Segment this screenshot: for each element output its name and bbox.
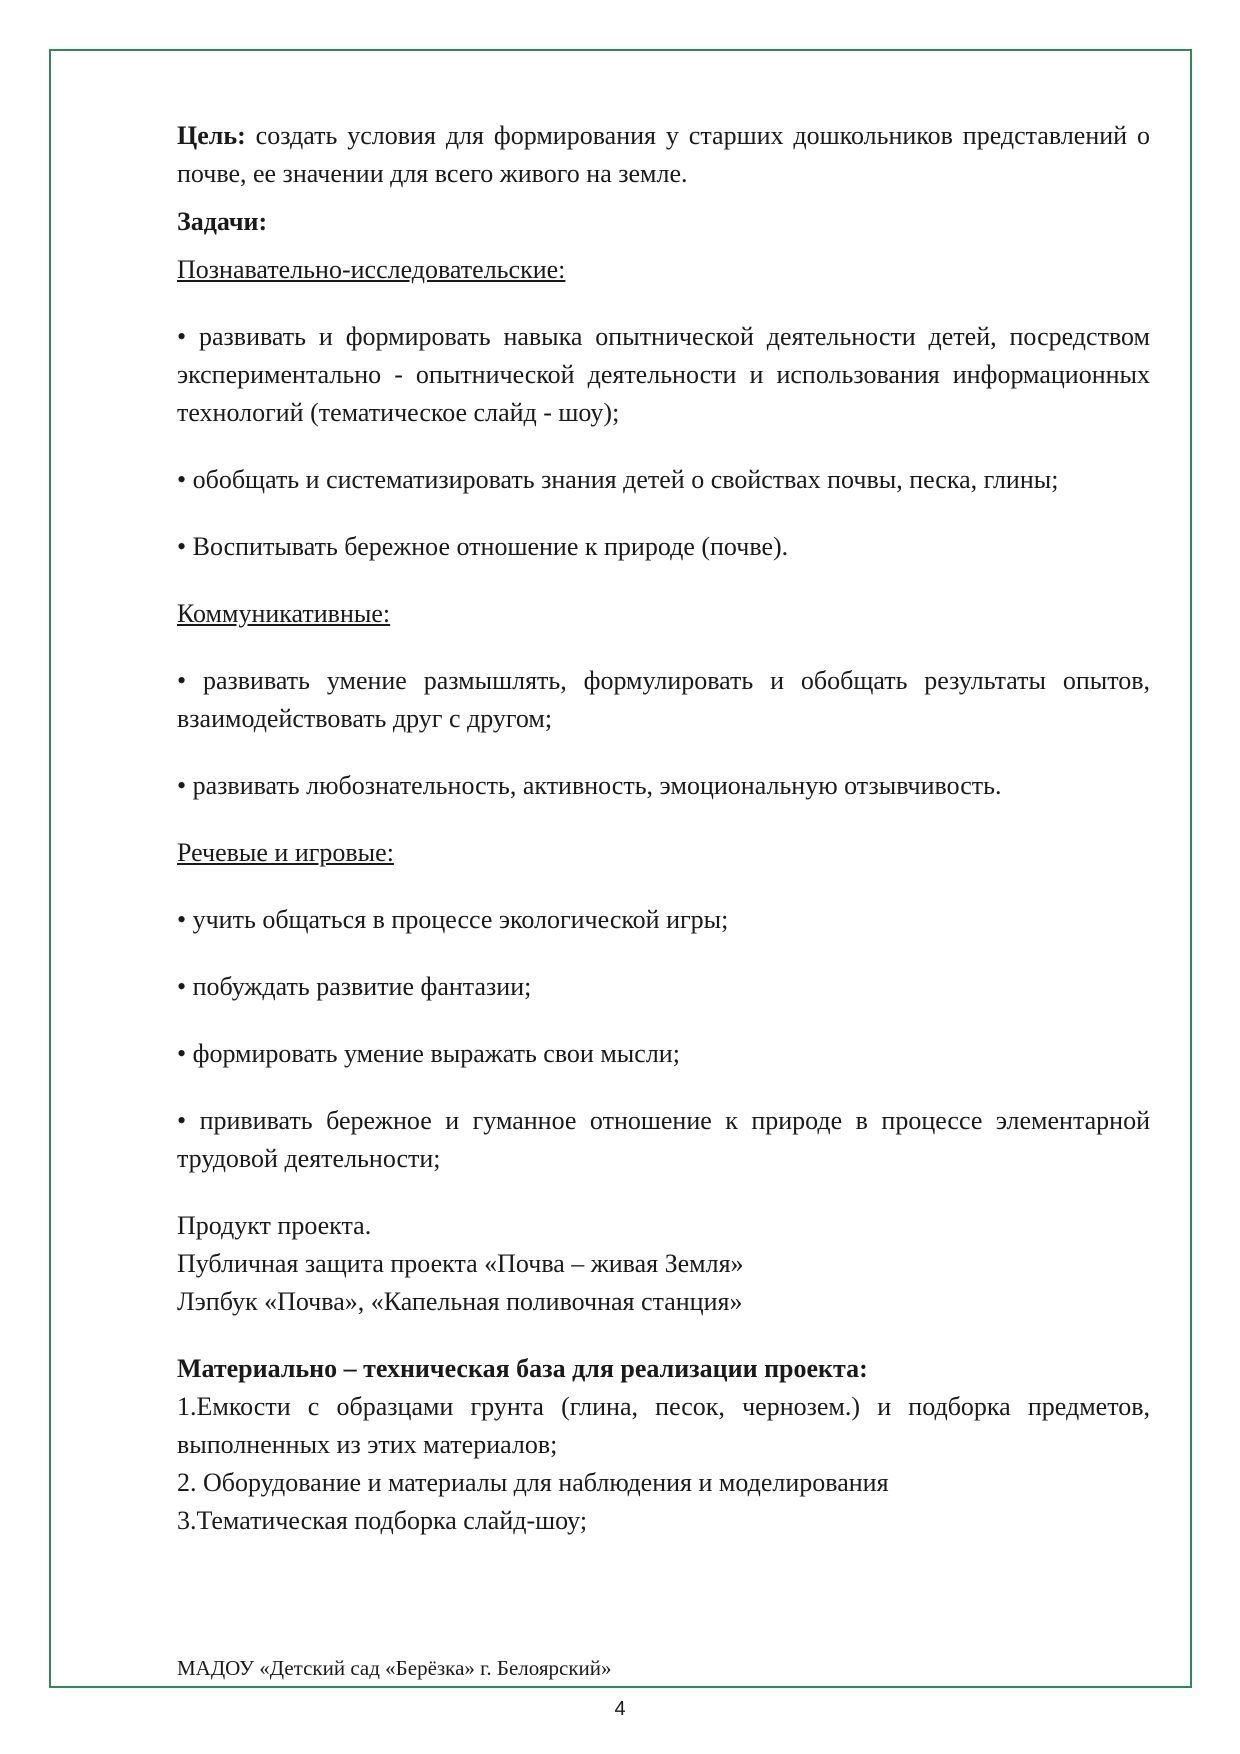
list-item: • прививать бережное и гуманное отношение к природе в процессе элементарной трудовой деятельности;	[177, 1106, 1150, 1173]
section-heading-cognitive: Познавательно-исследовательские:	[177, 255, 566, 284]
list-item: • учить общаться в процессе экологической игры;	[177, 905, 729, 934]
footer-organization: МАДОУ «Детский сад «Берёзка» г. Белоярский»	[177, 1656, 612, 1680]
materials-item: 1.Емкости с образцами грунта (глина, песок, чернозем.) и подборка предметов, выполненных из этих материалов;	[177, 1392, 1150, 1459]
list-item: • формировать умение выражать свои мысли;	[177, 1039, 680, 1068]
section-heading-speech-games: Речевые и игровые:	[177, 838, 394, 867]
list-item: • развивать любознательность, активность, эмоциональную отзывчивость.	[177, 771, 1002, 800]
materials-item: 3.Тематическая подборка слайд-шоу;	[177, 1506, 588, 1535]
product-title: Продукт проекта.	[177, 1211, 372, 1240]
list-item: • побуждать развитие фантазии;	[177, 972, 532, 1001]
product-line: Публичная защита проекта «Почва – живая Земля»	[177, 1249, 744, 1278]
goal-paragraph	[177, 117, 1150, 193]
page-content	[177, 117, 1150, 1540]
section-heading-communicative: Коммуникативные:	[177, 599, 391, 628]
tasks-heading: Задачи:	[177, 207, 268, 236]
page-number: 4	[614, 1698, 626, 1720]
goal-text: создать условия для формирования у старших дошкольников представлений о почве, ее значении для всего живого на земле.	[177, 121, 1150, 188]
product-line: Лэпбук «Почва», «Капельная поливочная станция»	[177, 1287, 743, 1316]
goal-label: Цель:	[177, 121, 246, 150]
list-item: • развивать и формировать навыка опытнической деятельности детей, посредством экспериментально - опытнической деятельности и использования информационных технологий (тематическое слайд - шоу);	[177, 322, 1150, 427]
list-item: • обобщать и систематизировать знания детей о свойствах почвы, песка, глины;	[177, 465, 1059, 494]
list-item: • развивать умение размышлять, формулировать и обобщать результаты опытов, взаимодействовать друг с другом;	[177, 666, 1150, 733]
list-item: • Воспитывать бережное отношение к природе (почве).	[177, 532, 789, 561]
materials-heading: Материально – техническая база для реализации проекта:	[177, 1354, 868, 1383]
materials-item: 2. Оборудование и материалы для наблюдения и моделирования	[177, 1468, 889, 1497]
